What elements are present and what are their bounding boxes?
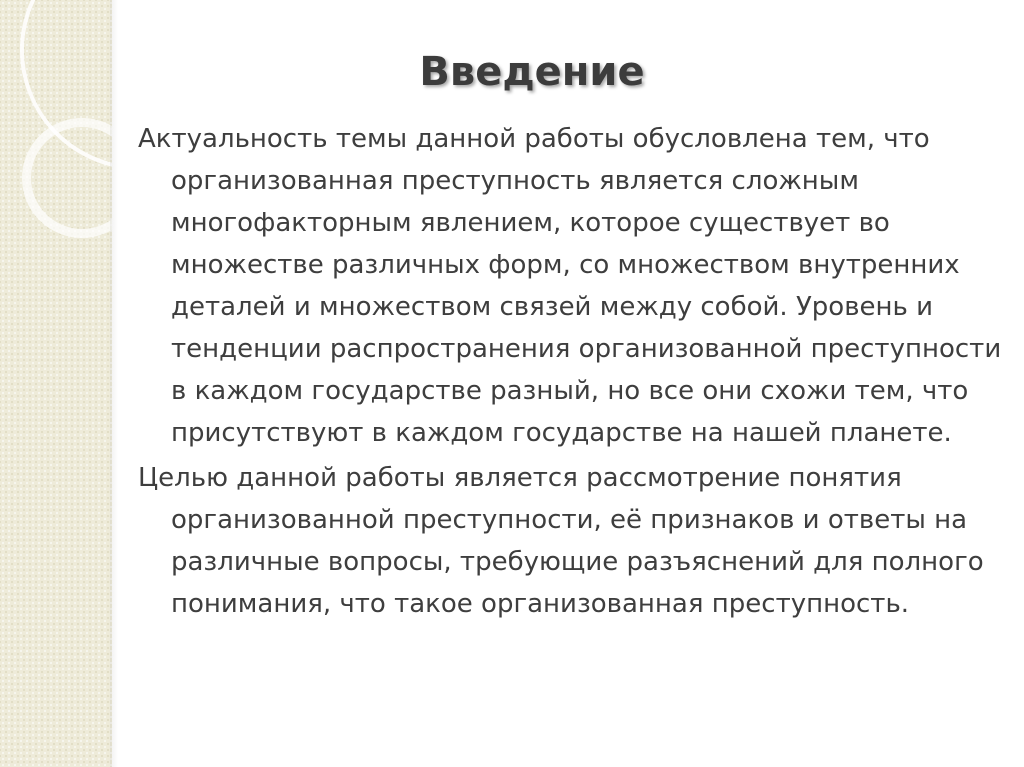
paragraph-relevance: Актуальность темы данной работы обусловлена тем, что организованная преступность является сложным многофакторным явлением, которое существует во множестве различных форм, со множеством внутренних деталей и множеством связей между собой. Уровень и тенденции распространения организованной преступности в каждом государстве разный, но все они схожи тем, что присутствуют в каждом государстве на нашей планете. [138,124,1002,448]
paragraph-goal: Целью данной работы является рассмотрение понятия организованной преступности, её признаков и ответы на различные вопросы, требующие разъяснений для полного понимания, что такое организованная преступность. [138,463,984,619]
slide-body [138,118,1014,628]
decorative-side-panel [0,0,112,767]
decorative-ring-small [22,118,112,238]
side-panel-shadow [110,0,118,767]
slide-title: Введение [419,49,645,95]
